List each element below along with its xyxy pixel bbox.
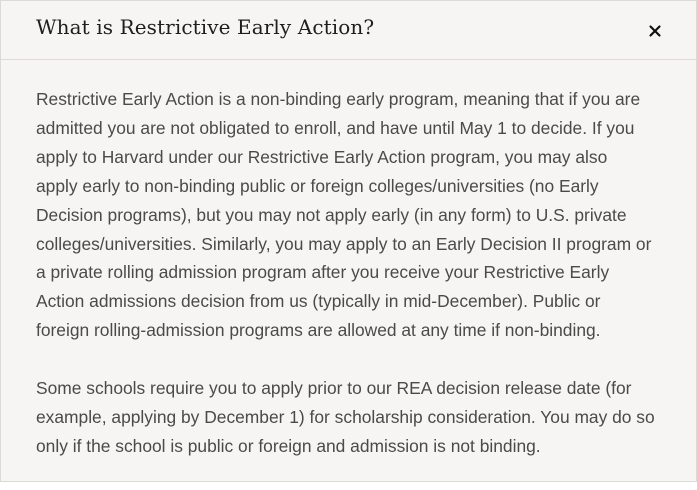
text-line: Restrictive Early Action is a non-binding early program, meaning that if you are bbox=[36, 89, 641, 109]
close-icon bbox=[641, 17, 669, 45]
text-line: example, applying by December 1) for scholarship consideration. You may do so bbox=[36, 407, 655, 428]
modal-body bbox=[36, 85, 676, 490]
text-line: apply to Harvard under our Restrictive Early Action program, you may also bbox=[36, 146, 608, 167]
text-line: a private rolling admission program after you receive your Restrictive Early bbox=[36, 262, 610, 283]
text-line: colleges/universities. Similarly, you may apply to an Early Decision II program or bbox=[36, 233, 652, 254]
paragraph-rea-definition bbox=[36, 85, 676, 345]
text-line: foreign rolling-admission programs are allowed at any time if non-binding. bbox=[36, 320, 601, 341]
text-line: Decision programs), but you may not apply early (in any form) to U.S. private bbox=[36, 204, 627, 225]
modal-header bbox=[1, 1, 696, 60]
close-button[interactable] bbox=[641, 17, 669, 45]
text-line: only if the school is public or foreign and admission is not binding. bbox=[36, 435, 541, 456]
paragraph-scholarship-note bbox=[36, 374, 676, 461]
modal-title: What is Restrictive Early Action? bbox=[36, 15, 375, 39]
text-line: Some schools require you to apply prior to our REA decision release date (for bbox=[36, 378, 632, 399]
text-line: admitted you are not obligated to enroll, and have until May 1 to decide. If you bbox=[36, 117, 635, 138]
text-line: Action admissions decision from us (typically in mid-December). Public or bbox=[36, 291, 601, 312]
text-line: apply early to non-binding public or foreign colleges/universities (no Early bbox=[36, 175, 599, 196]
